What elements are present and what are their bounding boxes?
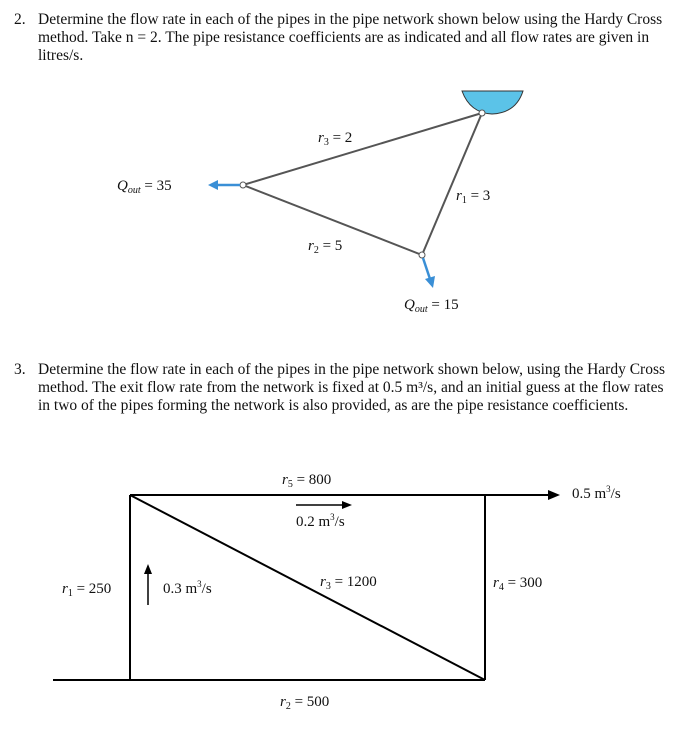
label-p3-exit-flow: 0.5 $m^3/s$ <box>572 484 621 502</box>
pipe-r1 <box>422 113 482 255</box>
label-p3-flow-left: 0.3 $m^3/s$ <box>163 579 212 597</box>
pipe-r3 <box>243 113 482 185</box>
label-p2-qout-bottom: $Q_{out} = 15$ <box>404 297 459 315</box>
label-p2-qout-left: $Q_{out} = 35$ <box>117 178 172 196</box>
flow-left-arrowhead <box>144 564 152 574</box>
label-p3-r4: $r_4 = 300$ <box>493 575 543 593</box>
label-p2-r1: $r_1 = 3$ <box>456 188 491 206</box>
node-left <box>240 182 246 188</box>
label-p3-r2: $r_2 = 500$ <box>280 694 330 712</box>
node-top <box>479 110 485 116</box>
label-p2-r2: $r_2 = 5$ <box>308 238 343 256</box>
exit-arrowhead <box>548 490 560 500</box>
problem-2-text: Determine the flow rate in each of the pipes in the pipe network shown below using the Hardy Cross method. Take n = 2. The pipe resistance coefficients are as indicated and all flow rates are given in litres/s. <box>38 11 663 64</box>
problem-3-number: 3. <box>14 361 26 378</box>
label-p3-r3: $r_3 = 1200$ <box>320 574 377 592</box>
label-p3-r1: $r_1 = 250$ <box>62 581 112 599</box>
node-bottom <box>419 252 425 258</box>
problem-2-number: 2. <box>14 11 26 28</box>
reservoir <box>462 91 523 114</box>
label-p2-r3: $r_3 = 2$ <box>318 130 353 148</box>
problem-3-text: Determine the flow rate in each of the pipes in the pipe network shown below, using the Hardy Cross method. The exit flow rate from the network is fixed at 0.5 m³/s, and an initial guess at the flow rates in two of the pipes forming the network is also provided, as are the pipe resistance coefficients. <box>38 361 666 414</box>
flow-top-arrowhead <box>342 501 352 509</box>
label-p3-flow-top: 0.2 $m^3/s$ <box>296 512 345 530</box>
outflow-left-arrowhead <box>208 180 218 190</box>
outflow-bottom-shaft <box>423 258 430 279</box>
problem-3 <box>14 361 674 415</box>
label-p3-r5: $r_5 = 800$ <box>282 472 332 490</box>
outflow-bottom-arrowhead <box>425 276 435 288</box>
